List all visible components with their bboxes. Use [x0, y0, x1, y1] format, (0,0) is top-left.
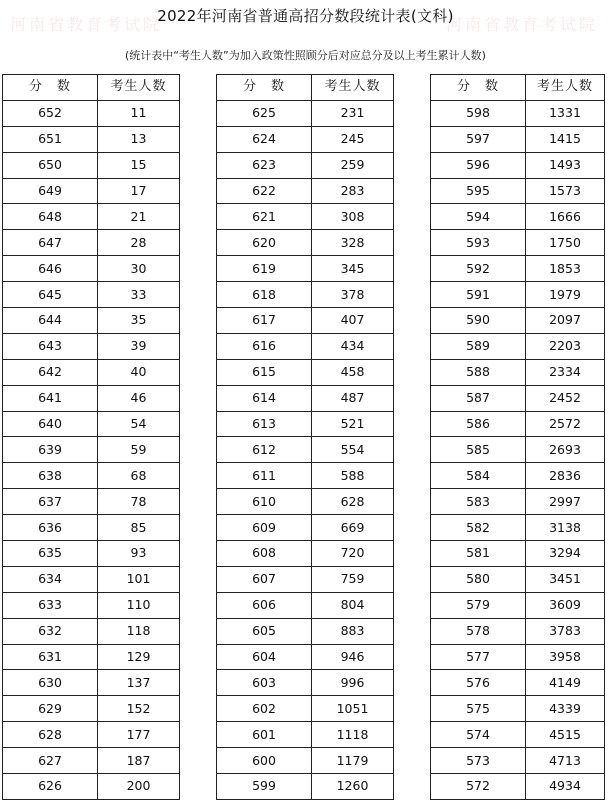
table-row	[217, 411, 394, 437]
count-cell: 1853	[526, 256, 605, 282]
table-row	[3, 618, 180, 644]
count-cell: 588	[312, 463, 394, 489]
table-row	[3, 333, 180, 359]
table-row	[3, 592, 180, 618]
table-row	[431, 644, 605, 670]
table-row	[3, 722, 180, 748]
score-cell: 579	[431, 592, 526, 618]
score-cell: 612	[217, 437, 312, 463]
score-cell: 591	[431, 282, 526, 308]
table-row	[431, 308, 605, 334]
count-cell: 4339	[526, 696, 605, 722]
table-row	[431, 385, 605, 411]
score-cell: 587	[431, 385, 526, 411]
score-cell: 596	[431, 152, 526, 178]
table-row	[3, 696, 180, 722]
table-row	[217, 592, 394, 618]
count-cell: 59	[98, 437, 180, 463]
count-cell: 13	[98, 126, 180, 152]
count-cell: 85	[98, 515, 180, 541]
score-cell: 633	[3, 592, 98, 618]
count-cell: 137	[98, 670, 180, 696]
score-cell: 634	[3, 566, 98, 592]
table-row	[3, 437, 180, 463]
table-row	[217, 308, 394, 334]
count-cell: 3958	[526, 644, 605, 670]
count-cell: 3783	[526, 618, 605, 644]
score-cell: 622	[217, 178, 312, 204]
count-cell: 54	[98, 411, 180, 437]
table-row	[431, 411, 605, 437]
score-cell: 648	[3, 204, 98, 230]
table-row	[3, 644, 180, 670]
count-cell: 1573	[526, 178, 605, 204]
count-cell: 4713	[526, 748, 605, 774]
table-row	[431, 256, 605, 282]
count-column-header: 考生人数	[526, 75, 605, 101]
table-row	[431, 230, 605, 256]
score-cell: 605	[217, 618, 312, 644]
table-row	[431, 178, 605, 204]
table-row	[217, 282, 394, 308]
score-cell: 598	[431, 100, 526, 126]
count-cell: 2693	[526, 437, 605, 463]
table-row	[217, 359, 394, 385]
table-row	[217, 204, 394, 230]
count-cell: 2097	[526, 308, 605, 334]
table-row	[217, 774, 394, 800]
score-cell: 636	[3, 515, 98, 541]
count-cell: 345	[312, 256, 394, 282]
score-column-header: 分 数	[217, 75, 312, 101]
table-row	[3, 126, 180, 152]
score-cell: 652	[3, 100, 98, 126]
score-cell: 599	[217, 774, 312, 800]
count-cell: 328	[312, 230, 394, 256]
score-cell: 597	[431, 126, 526, 152]
count-cell: 458	[312, 359, 394, 385]
table-row	[431, 489, 605, 515]
table-row	[217, 541, 394, 567]
table-row	[217, 100, 394, 126]
score-cell: 621	[217, 204, 312, 230]
count-cell: 720	[312, 541, 394, 567]
table-row	[431, 333, 605, 359]
table-row	[3, 256, 180, 282]
score-cell: 626	[3, 774, 98, 800]
table-row	[3, 489, 180, 515]
score-cell: 602	[217, 696, 312, 722]
score-cell: 647	[3, 230, 98, 256]
page-subtitle: (统计表中“考生人数”为加入政策性照顾分后对应总分及以上考生累计人数)	[125, 49, 486, 62]
score-cell: 631	[3, 644, 98, 670]
count-cell: 2997	[526, 489, 605, 515]
score-cell: 604	[217, 644, 312, 670]
count-cell: 152	[98, 696, 180, 722]
table-row	[431, 100, 605, 126]
count-cell: 17	[98, 178, 180, 204]
table-row	[217, 463, 394, 489]
score-cell: 608	[217, 541, 312, 567]
count-cell: 40	[98, 359, 180, 385]
table-row	[431, 774, 605, 800]
score-cell: 630	[3, 670, 98, 696]
score-column-header: 分 数	[431, 75, 526, 101]
table-row	[217, 385, 394, 411]
count-cell: 759	[312, 566, 394, 592]
count-cell: 118	[98, 618, 180, 644]
count-cell: 110	[98, 592, 180, 618]
table-row	[3, 566, 180, 592]
score-cell: 643	[3, 333, 98, 359]
count-cell: 101	[98, 566, 180, 592]
score-cell: 573	[431, 748, 526, 774]
table-row	[217, 333, 394, 359]
table-row	[217, 256, 394, 282]
table-row	[3, 515, 180, 541]
count-cell: 1666	[526, 204, 605, 230]
count-cell: 1331	[526, 100, 605, 126]
table-row	[431, 282, 605, 308]
count-column-header: 考生人数	[312, 75, 394, 101]
table-row	[3, 230, 180, 256]
score-cell: 619	[217, 256, 312, 282]
score-cell: 588	[431, 359, 526, 385]
score-cell: 607	[217, 566, 312, 592]
count-cell: 554	[312, 437, 394, 463]
table-row	[3, 670, 180, 696]
count-cell: 177	[98, 722, 180, 748]
score-cell: 577	[431, 644, 526, 670]
score-cell: 644	[3, 308, 98, 334]
table-row	[3, 100, 180, 126]
table-row	[431, 722, 605, 748]
score-cell: 603	[217, 670, 312, 696]
count-cell: 93	[98, 541, 180, 567]
score-cell: 594	[431, 204, 526, 230]
count-cell: 378	[312, 282, 394, 308]
table-row	[217, 696, 394, 722]
table-row	[3, 308, 180, 334]
table-row	[431, 152, 605, 178]
count-cell: 15	[98, 152, 180, 178]
count-cell: 28	[98, 230, 180, 256]
count-cell: 33	[98, 282, 180, 308]
table-row	[217, 489, 394, 515]
table-row	[217, 722, 394, 748]
watermark-right: 河南省教育考试院	[446, 15, 599, 34]
table-row	[431, 515, 605, 541]
score-cell: 583	[431, 489, 526, 515]
count-cell: 521	[312, 411, 394, 437]
score-cell: 615	[217, 359, 312, 385]
score-column-header: 分 数	[3, 75, 98, 101]
table-row	[431, 748, 605, 774]
score-cell: 642	[3, 359, 98, 385]
table-row	[431, 618, 605, 644]
count-cell: 628	[312, 489, 394, 515]
table-row	[217, 152, 394, 178]
count-cell: 3294	[526, 541, 605, 567]
score-cell: 576	[431, 670, 526, 696]
score-cell: 651	[3, 126, 98, 152]
count-cell: 187	[98, 748, 180, 774]
score-cell: 628	[3, 722, 98, 748]
table-row	[217, 566, 394, 592]
score-cell: 600	[217, 748, 312, 774]
table-row	[3, 774, 180, 800]
count-cell: 1493	[526, 152, 605, 178]
score-cell: 592	[431, 256, 526, 282]
score-cell: 620	[217, 230, 312, 256]
score-cell: 611	[217, 463, 312, 489]
table-row	[3, 152, 180, 178]
table-row	[3, 541, 180, 567]
table-header-row	[431, 75, 605, 101]
score-cell: 595	[431, 178, 526, 204]
count-cell: 78	[98, 489, 180, 515]
count-cell: 2452	[526, 385, 605, 411]
score-cell: 632	[3, 618, 98, 644]
table-row	[217, 178, 394, 204]
table-row	[431, 696, 605, 722]
score-cell: 623	[217, 152, 312, 178]
count-cell: 996	[312, 670, 394, 696]
count-cell: 883	[312, 618, 394, 644]
score-cell: 590	[431, 308, 526, 334]
table-row	[217, 230, 394, 256]
count-cell: 11	[98, 100, 180, 126]
count-cell: 283	[312, 178, 394, 204]
score-table-3	[430, 74, 605, 800]
score-cell: 580	[431, 566, 526, 592]
watermark-left: 河南省教育考试院	[10, 15, 163, 34]
table-row	[431, 437, 605, 463]
count-cell: 1979	[526, 282, 605, 308]
score-cell: 639	[3, 437, 98, 463]
table-row	[431, 592, 605, 618]
score-cell: 581	[431, 541, 526, 567]
count-cell: 30	[98, 256, 180, 282]
score-cell: 617	[217, 308, 312, 334]
count-cell: 487	[312, 385, 394, 411]
table-row	[431, 463, 605, 489]
score-cell: 606	[217, 592, 312, 618]
score-cell: 645	[3, 282, 98, 308]
score-cell: 572	[431, 774, 526, 800]
score-cell: 625	[217, 100, 312, 126]
score-cell: 585	[431, 437, 526, 463]
count-cell: 2334	[526, 359, 605, 385]
count-cell: 4515	[526, 722, 605, 748]
score-cell: 629	[3, 696, 98, 722]
count-cell: 231	[312, 100, 394, 126]
table-row	[431, 204, 605, 230]
count-cell: 1051	[312, 696, 394, 722]
score-table-1	[2, 74, 180, 800]
count-cell: 2203	[526, 333, 605, 359]
score-cell: 638	[3, 463, 98, 489]
score-cell: 635	[3, 541, 98, 567]
count-cell: 308	[312, 204, 394, 230]
table-row	[3, 204, 180, 230]
score-cell: 609	[217, 515, 312, 541]
table-row	[217, 126, 394, 152]
count-cell: 3138	[526, 515, 605, 541]
count-cell: 434	[312, 333, 394, 359]
table-row	[217, 515, 394, 541]
count-cell: 200	[98, 774, 180, 800]
table-row	[217, 437, 394, 463]
score-cell: 613	[217, 411, 312, 437]
count-cell: 21	[98, 204, 180, 230]
table-row	[431, 359, 605, 385]
table-header-row	[3, 75, 180, 101]
count-cell: 3609	[526, 592, 605, 618]
count-cell: 2572	[526, 411, 605, 437]
score-cell: 601	[217, 722, 312, 748]
count-cell: 407	[312, 308, 394, 334]
count-column-header: 考生人数	[98, 75, 180, 101]
score-cell: 646	[3, 256, 98, 282]
count-cell: 1118	[312, 722, 394, 748]
score-cell: 574	[431, 722, 526, 748]
count-cell: 39	[98, 333, 180, 359]
score-table-2	[216, 74, 394, 800]
table-row	[431, 541, 605, 567]
score-cell: 586	[431, 411, 526, 437]
count-cell: 4934	[526, 774, 605, 800]
score-cell: 641	[3, 385, 98, 411]
score-cell: 627	[3, 748, 98, 774]
table-row	[3, 748, 180, 774]
count-cell: 259	[312, 152, 394, 178]
table-row	[431, 126, 605, 152]
score-cell: 584	[431, 463, 526, 489]
table-row	[217, 748, 394, 774]
count-cell: 245	[312, 126, 394, 152]
score-cell: 578	[431, 618, 526, 644]
count-cell: 2836	[526, 463, 605, 489]
count-cell: 1179	[312, 748, 394, 774]
count-cell: 35	[98, 308, 180, 334]
score-cell: 618	[217, 282, 312, 308]
table-row	[217, 644, 394, 670]
table-row	[3, 178, 180, 204]
score-cell: 582	[431, 515, 526, 541]
table-header-row	[217, 75, 394, 101]
count-cell: 129	[98, 644, 180, 670]
table-row	[3, 463, 180, 489]
score-cell: 624	[217, 126, 312, 152]
count-cell: 946	[312, 644, 394, 670]
count-cell: 804	[312, 592, 394, 618]
score-cell: 593	[431, 230, 526, 256]
table-row	[217, 618, 394, 644]
page-title: 2022年河南省普通高招分数段统计表(文科)	[157, 7, 454, 25]
table-row	[431, 670, 605, 696]
score-cell: 637	[3, 489, 98, 515]
score-cell: 640	[3, 411, 98, 437]
score-cell: 610	[217, 489, 312, 515]
table-row	[431, 566, 605, 592]
score-cell: 614	[217, 385, 312, 411]
count-cell: 46	[98, 385, 180, 411]
table-row	[3, 359, 180, 385]
score-cell: 616	[217, 333, 312, 359]
score-cell: 650	[3, 152, 98, 178]
count-cell: 1750	[526, 230, 605, 256]
count-cell: 3451	[526, 566, 605, 592]
table-row	[3, 282, 180, 308]
score-cell: 649	[3, 178, 98, 204]
table-row	[3, 385, 180, 411]
table-row	[3, 411, 180, 437]
count-cell: 1260	[312, 774, 394, 800]
table-row	[217, 670, 394, 696]
count-cell: 68	[98, 463, 180, 489]
count-cell: 4149	[526, 670, 605, 696]
count-cell: 669	[312, 515, 394, 541]
score-cell: 589	[431, 333, 526, 359]
count-cell: 1415	[526, 126, 605, 152]
score-cell: 575	[431, 696, 526, 722]
